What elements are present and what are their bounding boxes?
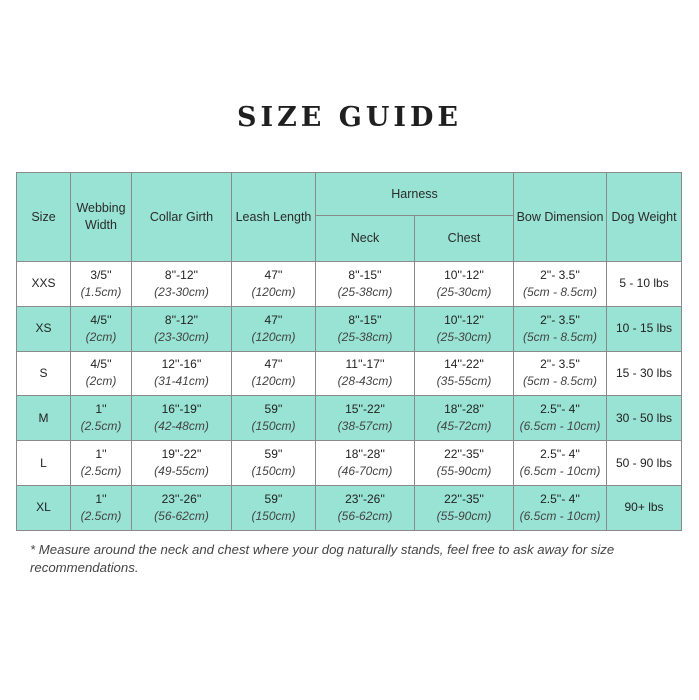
webbing-metric: (2cm) [85,329,117,344]
chest-cell [415,306,514,351]
collar-inches: 16''-19'' [161,402,202,417]
neck-inches: 8''-15'' [348,267,382,282]
neck-metric: (25-38cm) [337,284,393,299]
chest-inches: 22''-35'' [444,447,484,462]
webbing-inches: 1'' [95,491,107,506]
leash-cell [232,306,316,351]
collar-inches: 8''-12'' [164,267,199,282]
chest-cell [415,396,514,441]
webbing-metric: (2.5cm) [80,508,122,523]
neck-cell [316,306,415,351]
bow-metric: (5cm - 8.5cm) [523,329,598,344]
size-cell: L [17,441,71,486]
size-cell: XS [17,306,71,351]
chest-metric: (45-72cm) [436,419,492,434]
leash-inches: 47'' [264,312,283,327]
collar-metric: (56-62cm) [154,508,209,523]
webbing-inches: 4/5'' [90,357,112,372]
bow-inches: 2.5''- 4'' [540,402,580,417]
header-chest: Chest [415,216,514,262]
leash-metric: (150cm) [251,508,296,523]
leash-inches: 47'' [264,357,283,372]
leash-cell [232,441,316,486]
chest-metric: (55-90cm) [436,464,492,479]
header-harness: Harness [316,173,514,216]
collar-cell [132,441,232,486]
neck-metric: (46-70cm) [337,464,393,479]
webbing-inches: 1'' [95,402,107,417]
bow-metric: (6.5cm - 10cm) [519,419,601,434]
table-row [17,396,682,441]
collar-metric: (42-48cm) [154,419,209,434]
bow-cell [514,441,607,486]
page-title: SIZE GUIDE [236,102,463,133]
table-row [17,351,682,396]
neck-inches: 15''-22'' [345,402,385,417]
collar-cell [132,396,232,441]
size-guide-table [16,172,682,531]
webbing-metric: (2.5cm) [80,419,122,434]
chest-cell [415,351,514,396]
leash-inches: 59'' [264,491,283,506]
leash-cell [232,351,316,396]
header-bow-dimension: Bow Dimension [514,173,607,262]
size-cell: XXS [17,262,71,307]
leash-cell [232,262,316,307]
webbing-cell [71,262,132,307]
webbing-inches: 3/5'' [90,267,112,282]
collar-metric: (31-41cm) [154,374,209,389]
header-collar-girth: Collar Girth [132,173,232,262]
neck-inches: 23''-26'' [345,491,385,506]
collar-inches: 12''-16'' [161,357,202,372]
collar-inches: 8''-12'' [164,312,199,327]
size-cell: S [17,351,71,396]
collar-inches: 23''-26'' [161,491,202,506]
neck-cell [316,441,415,486]
neck-cell [316,396,415,441]
webbing-metric: (2cm) [85,374,117,389]
bow-cell [514,396,607,441]
header-webbing-width: Webbing Width [71,173,132,262]
webbing-inches: 4/5'' [90,312,112,327]
chest-metric: (25-30cm) [436,329,492,344]
bow-inches: 2''- 3.5'' [540,312,580,327]
dog-weight-cell: 90+ lbs [607,485,682,530]
header-leash-length: Leash Length [232,173,316,262]
chest-inches: 10''-12'' [444,267,484,282]
bow-metric: (5cm - 8.5cm) [523,374,598,389]
dog-weight-cell: 50 - 90 lbs [607,441,682,486]
leash-inches: 59'' [264,402,283,417]
leash-cell [232,396,316,441]
chest-cell [415,485,514,530]
webbing-cell [71,306,132,351]
collar-cell [132,262,232,307]
chest-metric: (35-55cm) [436,374,492,389]
dog-weight-cell: 30 - 50 lbs [607,396,682,441]
table-row [17,441,682,486]
leash-inches: 47'' [264,267,283,282]
bow-cell [514,351,607,396]
collar-metric: (23-30cm) [154,329,209,344]
table-row [17,485,682,530]
collar-metric: (49-55cm) [154,464,209,479]
bow-cell [514,262,607,307]
neck-cell [316,262,415,307]
leash-cell [232,485,316,530]
bow-inches: 2.5''- 4'' [540,491,580,506]
bow-metric: (6.5cm - 10cm) [519,508,601,523]
chest-inches: 14''-22'' [444,357,484,372]
dog-weight-cell: 15 - 30 lbs [607,351,682,396]
collar-inches: 19''-22'' [161,447,202,462]
collar-cell [132,306,232,351]
bow-inches: 2''- 3.5'' [540,357,580,372]
chest-inches: 10''-12'' [444,312,484,327]
header-neck: Neck [316,216,415,262]
chest-inches: 22''-35'' [444,491,484,506]
dog-weight-cell: 5 - 10 lbs [607,262,682,307]
bow-cell [514,485,607,530]
neck-cell [316,351,415,396]
webbing-cell [71,351,132,396]
webbing-metric: (2.5cm) [80,464,122,479]
leash-metric: (150cm) [251,419,296,434]
collar-cell [132,485,232,530]
leash-metric: (120cm) [251,329,296,344]
dog-weight-cell: 10 - 15 lbs [607,306,682,351]
chest-inches: 18''-28'' [444,402,484,417]
header-size: Size [17,173,71,262]
leash-metric: (120cm) [251,284,296,299]
neck-inches: 11''-17'' [345,357,385,372]
bow-inches: 2.5''- 4'' [540,447,580,462]
neck-cell [316,485,415,530]
chest-metric: (55-90cm) [436,508,492,523]
header-dog-weight: Dog Weight [607,173,682,262]
neck-metric: (38-57cm) [337,419,393,434]
size-cell: XL [17,485,71,530]
chest-cell [415,441,514,486]
table-row [17,262,682,307]
chest-cell [415,262,514,307]
neck-inches: 8''-15'' [348,312,382,327]
webbing-cell [71,396,132,441]
size-cell: M [17,396,71,441]
neck-metric: (56-62cm) [337,508,393,523]
webbing-cell [71,485,132,530]
table-row [17,306,682,351]
neck-metric: (28-43cm) [337,374,393,389]
webbing-inches: 1'' [95,447,107,462]
bow-cell [514,306,607,351]
bow-metric: (5cm - 8.5cm) [523,284,598,299]
webbing-metric: (1.5cm) [80,284,122,299]
leash-metric: (150cm) [251,464,296,479]
bow-metric: (6.5cm - 10cm) [519,464,601,479]
webbing-cell [71,441,132,486]
table-body [17,262,682,531]
collar-metric: (23-30cm) [154,284,209,299]
header-row [17,173,682,216]
neck-metric: (25-38cm) [337,329,393,344]
leash-inches: 59'' [264,447,283,462]
leash-metric: (120cm) [251,374,296,389]
chest-metric: (25-30cm) [436,284,492,299]
collar-cell [132,351,232,396]
neck-inches: 18''-28'' [345,447,385,462]
footnote: * Measure around the neck and chest where your dog naturally stands, feel free to ask away for size recommendations. [30,542,615,575]
bow-inches: 2''- 3.5'' [540,267,580,282]
